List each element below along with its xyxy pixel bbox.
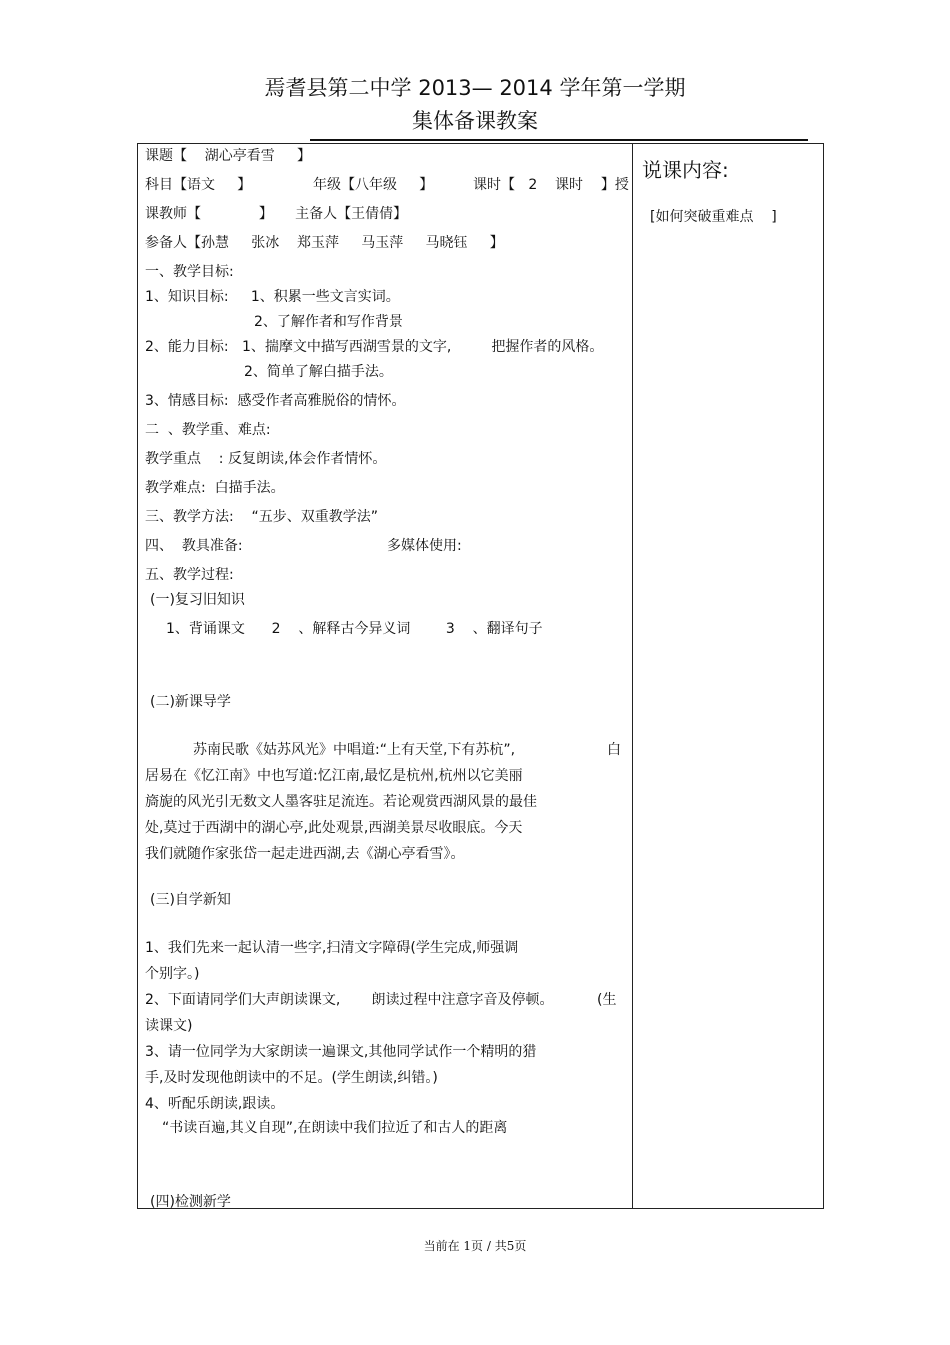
goal-ability-1: 2、能力目标: 1、揣摩文中描写西湖雪景的文字, 把握作者的风格。 [145, 339, 604, 355]
teacher-field: 课教师【 】 主备人【王倩倩】 [145, 206, 408, 222]
goal-emotion: 3、情感目标: 感受作者高雅脱俗的情怀。 [145, 393, 406, 409]
activity-3-cont: 手,及时发现他朗读中的不足。(学生朗读,纠错。) [145, 1070, 438, 1086]
subject-field: 科目【语文 】 [145, 177, 252, 193]
review-items: 1、背诵课文 2 、解释古今异义词 3 、翻译句子 [166, 621, 543, 637]
activity-1-cont: 个别字。) [145, 966, 200, 982]
activity-1: 1、我们先来一起认清一些字,扫清文字障碍(学生完成,师强调 [145, 940, 519, 956]
page-indicator: 当前在 1页 / 共5页 [423, 1239, 527, 1253]
hours-field: 课时【 2 课时 】授 [473, 177, 629, 193]
reading-quote: “书读百遍,其义自现”,在朗读中我们拉近了和古人的距离 [162, 1120, 508, 1136]
intro-line-1: 苏南民歌《姑苏风光》中唱道:“上有天堂,下有苏杭”, [193, 742, 516, 758]
lecture-content-heading: 说课内容: [642, 158, 729, 182]
key-point: 教学重点 : 反复朗读,体会作者情怀。 [145, 451, 387, 467]
lesson-topic: 课题【 湖心亭看雪 】 [145, 148, 312, 164]
section-tools: 四、 教具准备: [145, 538, 243, 554]
section-method: 三、教学方法: “五步、双重教学法” [145, 509, 379, 525]
intro-line-5: 我们就随作家张岱一起走进西湖,去《湖心亭看雪》。 [145, 846, 465, 862]
section-key-points: 二 、教学重、难点: [145, 422, 271, 438]
school-term-title: 焉耆县第二中学 2013— 2014 学年第一学期 [264, 76, 686, 100]
lecture-content-item: [如何突破重难点 ] [650, 209, 777, 225]
intro-line-4: 处,莫过于西湖中的湖心亭,此处观景,西湖美景尽收眼底。今天 [145, 820, 523, 836]
activity-2-cont: 读课文) [145, 1018, 193, 1034]
activity-3: 3、请一位同学为大家朗读一遍课文,其他同学试作一个精明的猎 [145, 1044, 537, 1060]
activity-2: 2、下面请同学们大声朗读课文, 朗读过程中注意字音及停顿。 [145, 992, 554, 1008]
section-process: 五、教学过程: [145, 567, 234, 583]
intro-line-2: 居易在《忆江南》中也写道:忆江南,最忆是杭州,杭州以它美丽 [145, 768, 523, 784]
step-test: (四)检测新学 [150, 1194, 231, 1210]
goal-knowledge-2: 2、了解作者和写作背景 [254, 314, 403, 330]
step-review: (一)复习旧知识 [150, 592, 245, 608]
title-rule [310, 139, 808, 141]
difficult-point: 教学难点: 白描手法。 [145, 480, 285, 496]
step-self-study: (三)自学新知 [150, 892, 231, 908]
goal-knowledge-1: 1、知识目标: 1、积累一些文言实词。 [145, 289, 400, 305]
intro-line-3: 旖旎的风光引无数文人墨客驻足流连。若论观赏西湖风景的最佳 [145, 794, 537, 810]
grade-field: 年级【八年级 】 [313, 177, 434, 193]
participants-field: 参备人【孙慧 张冰 郑玉萍 马玉萍 马晓钰 】 [145, 235, 504, 251]
document-title: 集体备课教案 [412, 109, 538, 133]
column-divider [632, 143, 633, 1208]
activity-4: 4、听配乐朗读,跟读。 [145, 1096, 285, 1112]
multimedia-label: 多媒体使用: [387, 538, 462, 554]
section-goals: 一、教学目标: [145, 264, 234, 280]
step-new-lesson: (二)新课导学 [150, 694, 231, 710]
activity-2-end: (生 [597, 992, 617, 1008]
goal-ability-2: 2、简单了解白描手法。 [244, 364, 393, 380]
intro-line-1-end: 白 [607, 742, 621, 758]
